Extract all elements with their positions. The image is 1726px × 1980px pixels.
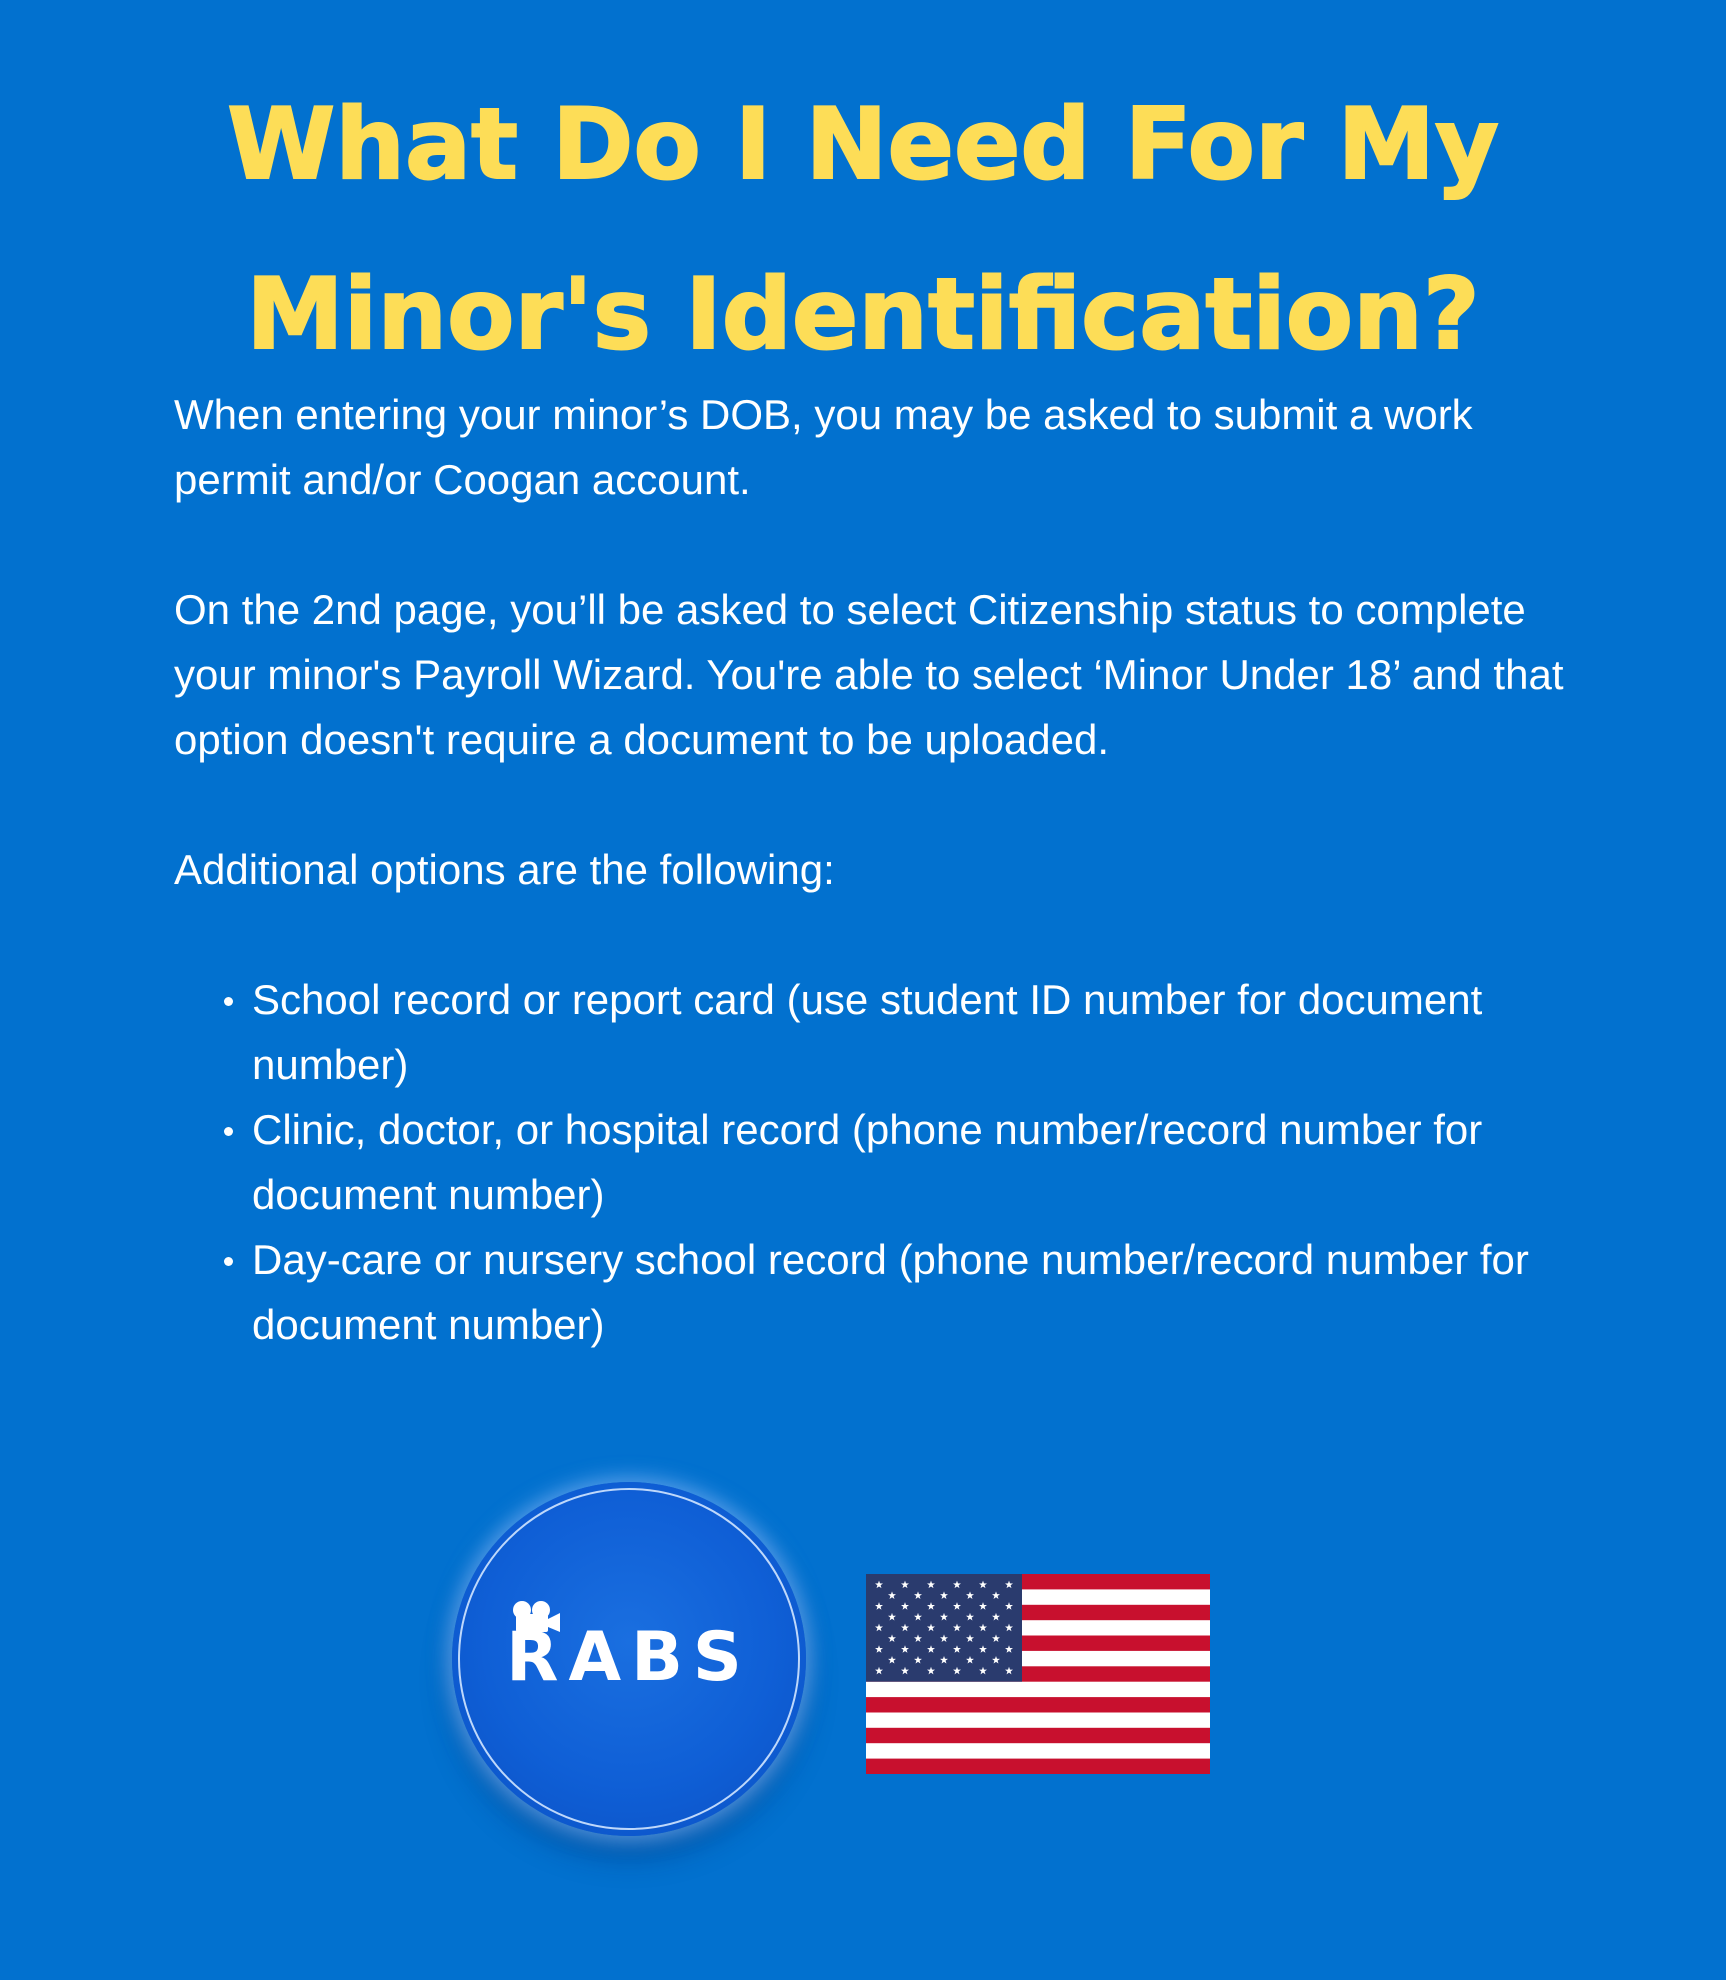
flag-canton — [866, 1574, 1022, 1682]
page-title — [0, 60, 1726, 400]
options-list — [174, 967, 1594, 1357]
list-item: Day-care or nursery school record (phone number/record number for document number) — [252, 1227, 1594, 1357]
list-item: School record or report card (use student ID number for document number) — [252, 967, 1594, 1097]
intro-paragraph: When entering your minor’s DOB, you may be asked to submit a work permit and/or Coogan account. — [174, 391, 1473, 503]
list-item: Clinic, doctor, or hospital record (phone number/record number for document number) — [252, 1097, 1594, 1227]
rabs-logo — [452, 1482, 806, 1836]
title-line-2: Minor's Identification? — [246, 258, 1480, 372]
us-flag-icon — [866, 1574, 1210, 1774]
body-text — [174, 382, 1594, 1357]
options-intro-paragraph: Additional options are the following: — [174, 846, 835, 893]
citizenship-paragraph: On the 2nd page, you’ll be asked to select Citizenship status to complete your minor's Payroll Wizard. You're able to select ‘Minor Under 18’ and that option doesn't require a document to be uploaded. — [174, 586, 1564, 763]
title-line-1: What Do I Need For My — [227, 88, 1499, 202]
logo-text: RABS — [506, 1618, 752, 1697]
